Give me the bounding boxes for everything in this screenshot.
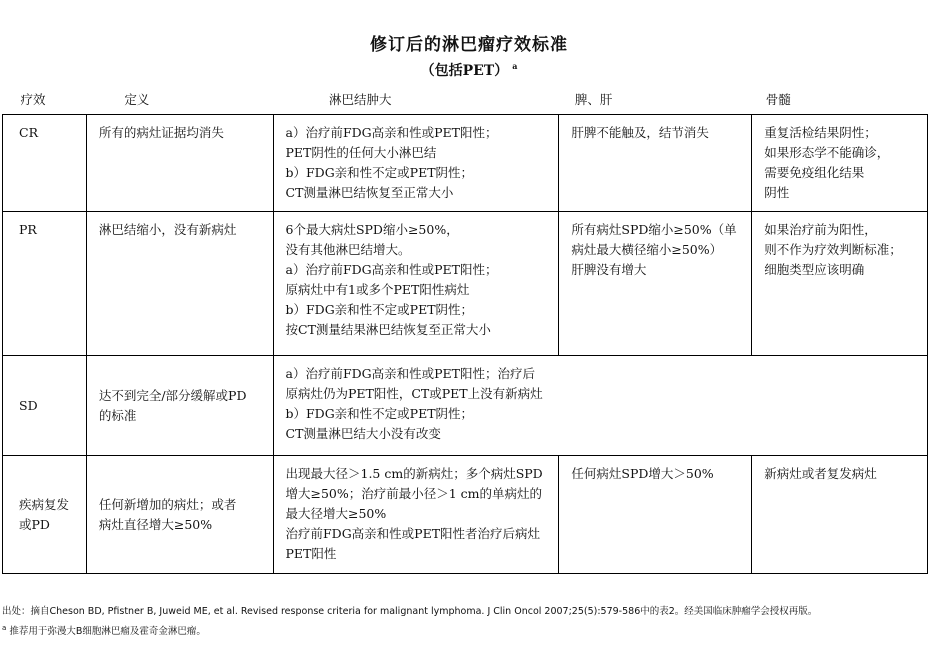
- table-row: [3, 356, 928, 456]
- table-row: [3, 456, 928, 574]
- header-lymph-nodes: 淋巴结肿大: [273, 86, 559, 115]
- cell-line: 肝脾没有增大: [571, 262, 647, 277]
- table-header-row: [3, 86, 928, 115]
- header-definition: 定义: [86, 86, 273, 115]
- definition-cell: [86, 456, 273, 574]
- cell-line: 或PD: [19, 516, 50, 532]
- response-cell: [3, 456, 87, 574]
- footnote-mark: a: [2, 624, 7, 632]
- lymph-nodes-cell: [273, 115, 559, 212]
- lymph-nodes-cell: [273, 456, 559, 574]
- table-subtitle: [0, 60, 938, 80]
- cell-line: 如果治疗前为阳性，: [764, 222, 877, 237]
- response-cell: [3, 212, 87, 356]
- cell-line: 任何病灶SPD增大＞50%: [571, 466, 714, 481]
- cell-line: 重复活检结果阴性；: [764, 125, 877, 140]
- cell-line: 按CT测量结果淋巴结恢复至正常大小: [285, 322, 491, 337]
- spleen-liver-cell: [559, 115, 752, 212]
- cell-line: 阴性: [764, 185, 790, 200]
- spleen-liver-cell: [559, 212, 752, 356]
- response-cell: [3, 115, 87, 212]
- header-spleen-liver: 脾、肝: [559, 86, 752, 115]
- cell-line: 达不到完全/部分缓解或PD: [98, 387, 247, 403]
- lymph-nodes-cell: [273, 212, 559, 356]
- cell-line: 病灶直径增大≥50%: [98, 516, 213, 532]
- cell-line: 需要免疫组化结果: [764, 165, 865, 180]
- footnote: [2, 620, 817, 640]
- response-criteria-table: [2, 86, 928, 574]
- subtitle-text: （包括PET）: [420, 63, 509, 79]
- cell-line: 所有病灶SPD缩小≥50%（单: [571, 222, 737, 237]
- definition-cell: [86, 115, 273, 212]
- cell-line: 则不作为疗效判断标准；: [764, 242, 902, 257]
- cell-line: 淋巴结缩小，没有新病灶: [98, 222, 237, 237]
- cell-line: PR: [19, 222, 37, 237]
- spleen-liver-cell: [559, 456, 752, 574]
- cell-line: 原病灶中有1或多个PET阳性病灶: [285, 282, 470, 297]
- cell-line: 的标准: [98, 407, 137, 423]
- cell-line: a）治疗前FDG高亲和性或PET阳性；: [285, 125, 498, 140]
- cell-line: a）治疗前FDG高亲和性或PET阳性；: [285, 262, 498, 277]
- cell-line: 最大径增大≥50%: [285, 506, 387, 521]
- cell-line: 6个最大病灶SPD缩小≥50%，: [285, 222, 459, 237]
- cell-line: b）FDG亲和性不定或PET阴性；: [285, 302, 474, 317]
- subtitle-footnote-mark: a: [512, 61, 518, 72]
- response-cell: [3, 356, 87, 456]
- header-bone-marrow: 骨髓: [752, 86, 928, 115]
- cell-line: a）治疗前FDG高亲和性或PET阳性；治疗后: [285, 366, 536, 381]
- cell-line: 肝脾不能触及，结节消失: [571, 125, 709, 140]
- cell-line: 细胞类型应该明确: [764, 262, 865, 277]
- cell-line: 任何新增加的病灶；或者: [98, 496, 237, 512]
- cell-line: CR: [19, 125, 38, 140]
- cell-line: b）FDG亲和性不定或PET阴性；: [285, 165, 474, 180]
- cell-line: PET阴性的任何大小淋巴结: [285, 145, 437, 160]
- cell-line: 出现最大径＞1.5 cm的新病灶；多个病灶SPD: [285, 466, 543, 481]
- bone-marrow-cell: [752, 115, 928, 212]
- table-row: [3, 115, 928, 212]
- cell-line: 没有其他淋巴结增大。: [285, 242, 411, 257]
- bone-marrow-cell: [752, 212, 928, 356]
- cell-line: 治疗前FDG高亲和性或PET阳性者治疗后病灶: [285, 526, 541, 541]
- table-footer: [2, 604, 817, 640]
- definition-cell: [86, 212, 273, 356]
- cell-line: CT测量淋巴结恢复至正常大小: [285, 185, 454, 200]
- source-note: 出处：摘自Cheson BD, Pfistner B, Juweid ME, et al. Revised response criteria for malignant lymphoma. J Clin Oncol 2007;25(5):579-586中的表2。经美国临床肿瘤学会授权再版。: [2, 606, 818, 617]
- table-title: 修订后的淋巴瘤疗效标准: [370, 35, 568, 55]
- header-response: 疗效: [3, 86, 87, 115]
- cell-line: CT测量淋巴结大小没有改变: [285, 426, 441, 441]
- table-row: [3, 212, 928, 356]
- bone-marrow-cell: [752, 456, 928, 574]
- cell-line: 如果形态学不能确诊，: [764, 145, 890, 160]
- cell-line: PET阳性: [285, 546, 337, 561]
- lymph-nodes-cell: [273, 356, 928, 456]
- footnote-text: 推荐用于弥漫大B细胞淋巴瘤及霍奇金淋巴瘤。: [9, 626, 206, 638]
- cell-line: 病灶最大横径缩小≥50%）: [571, 242, 723, 257]
- cell-line: b）FDG亲和性不定或PET阴性；: [285, 406, 474, 421]
- cell-line: 新病灶或者复发病灶: [764, 466, 877, 481]
- definition-cell: [86, 356, 273, 456]
- cell-line: SD: [19, 397, 38, 413]
- cell-line: 增大≥50%；治疗前最小径＞1 cm的单病灶的: [285, 486, 543, 501]
- cell-line: 原病灶仍为PET阳性，CT或PET上没有新病灶: [285, 386, 543, 401]
- cell-line: 疾病复发: [19, 496, 70, 512]
- cell-line: 所有的病灶证据均消失: [98, 125, 224, 140]
